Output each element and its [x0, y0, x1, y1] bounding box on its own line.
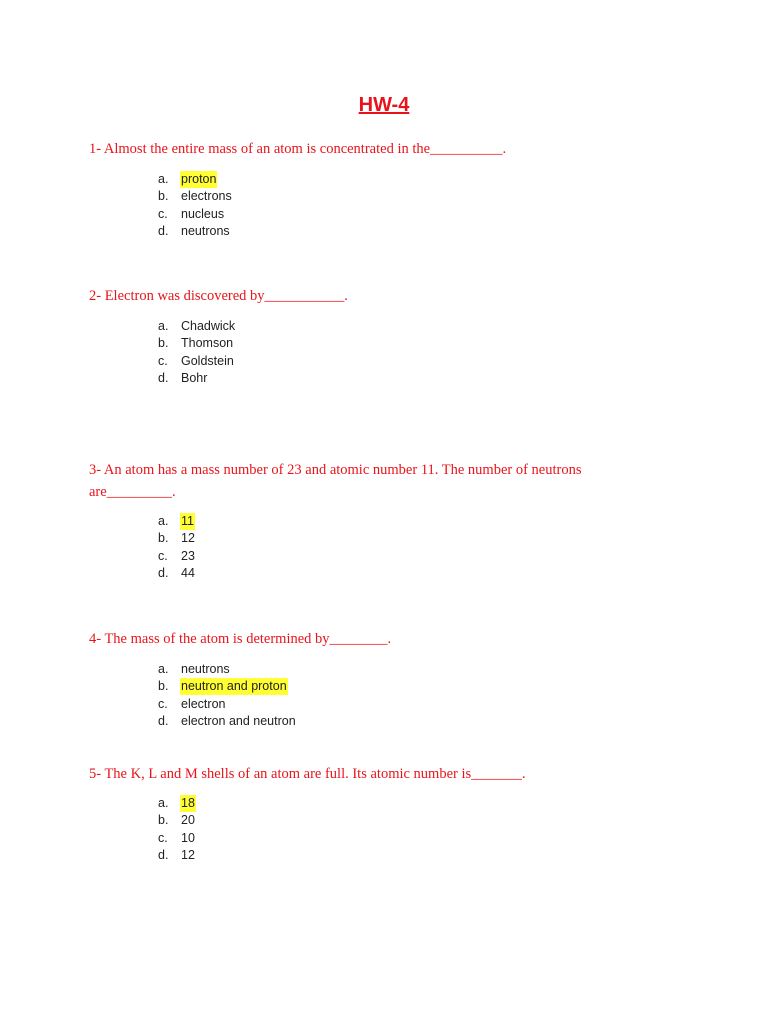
option-4d: d. electron and neutron	[158, 713, 296, 728]
option-2d: d. Bohr	[158, 370, 208, 385]
option-5c: c. 10	[158, 830, 195, 845]
option-1a: a. proton	[158, 172, 217, 186]
question-4-text: 4- The mass of the atom is determined by________.	[89, 631, 392, 647]
question-5-text: 5- The K, L and M shells of an atom are full. Its atomic number is_______.	[89, 766, 526, 782]
option-3d: d. 44	[158, 565, 195, 580]
option-4b: b. neutron and proton	[158, 679, 287, 694]
question-3-options	[158, 513, 196, 582]
option-3b: b. 12	[158, 531, 195, 546]
option-3c: c. 23	[158, 548, 195, 563]
question-2-text: 2- Electron was discovered by___________.	[89, 288, 348, 304]
question-2-options	[158, 318, 236, 387]
option-1d: d. neutrons	[158, 223, 230, 238]
option-5a: a. 18	[158, 796, 195, 810]
question-3-text: 3- An atom has a mass number of 23 and atomic number 11. The number of neutrons are_________.	[89, 462, 582, 500]
question-4-options	[158, 661, 297, 730]
option-1b: b. electrons	[158, 189, 232, 204]
page-title: HW-4	[358, 94, 410, 116]
option-5b: b. 20	[158, 813, 195, 828]
option-2a: a. Chadwick	[158, 319, 236, 333]
question-5-options	[158, 795, 196, 864]
option-2c: c. Goldstein	[158, 353, 234, 368]
option-5d: d. 12	[158, 847, 195, 862]
question-1-text: 1- Almost the entire mass of an atom is concentrated in the__________.	[89, 141, 507, 157]
option-4c: c. electron	[158, 696, 226, 711]
option-2b: b. Thomson	[158, 336, 234, 351]
question-1-options	[158, 171, 233, 240]
option-4a: a. neutrons	[158, 662, 230, 676]
option-1c: c. nucleus	[158, 206, 225, 221]
option-3a: a. 11	[158, 514, 194, 528]
